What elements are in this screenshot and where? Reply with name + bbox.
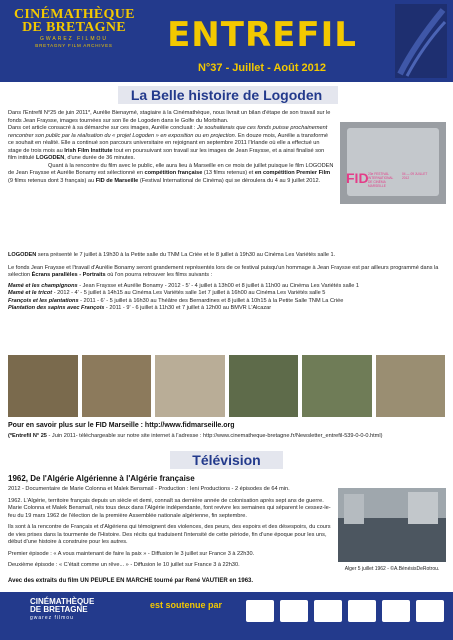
- film-strip-icon: [395, 4, 447, 78]
- para-3: Quant à la rencontre du film avec le public, elle aura lieu à Marseille en ce mois de juillet puisque le film LOGODEN de Jean Fraysse et Aurélie Bonamy est sélectionné en compétition française (13 films retenus) et en compétition Premier Film (9 films retenus dont 3 français) au FID de Marseille (Festival International de Cinéma) qui se déroulera du 4 au 9 juillet 2012.: [8, 162, 334, 184]
- sponsor-logo: [416, 600, 444, 622]
- logo-sub2: BRETAGNY FILM ARCHIVES: [35, 43, 113, 48]
- newsletter-title: ENTREFIL: [167, 15, 357, 55]
- fid-dates: 04 — 09 JUILLET 2012: [402, 172, 428, 180]
- episode-1: Premier épisode : « A vous maintenant de faire la paix » - Diffusion le 3 juillet sur France 3 à 22h30.: [8, 550, 255, 557]
- list-item: Mamé et les champignons - Jean Fraysse et Aurélie Bonamy - 2012 - 5' - 4 juillet à 13h00 et 8 juillet à 11h00 au Cinéma Les Variétés salle 1: [8, 282, 359, 289]
- list-item: Plantation des sapins avec François - 2011 - 9' - 6 juillet à 11h30 et 7 juillet à 12h00 au BMVR L'Alcazar: [8, 305, 272, 311]
- para-4: LOGODEN sera présenté le 7 juillet à 19h30 à la Petite salle du TNM La Criée et le 8 juillet à 19h30 au Cinéma Les Variétés salle 1.: [8, 252, 336, 258]
- footer-logo-line2: DE BRETAGNE: [30, 605, 88, 614]
- sponsor-logo: [280, 600, 308, 622]
- footnote: (*Entrefil N° 25 - Juin 2011- téléchargeable sur notre site internet à l'adresse : http://www.cinematheque-bretagne.fr/Newsletter_entrefil-539-0-0-0.html): [8, 433, 383, 439]
- article-logoden-full: [8, 252, 445, 313]
- photo-caption: Alger 5 juillet 1962 - ©A.BénésisDeRotrou.: [344, 566, 440, 572]
- footer-logo-sub: gwarez filmou: [30, 615, 74, 621]
- film-still: [302, 355, 372, 417]
- film-stills-row: [8, 355, 445, 417]
- footer-logo: [30, 598, 94, 622]
- film-still: [8, 355, 78, 417]
- fid-text: 23e FESTIVAL INTERNATIONAL DE CINÉMA MARSEILLE: [368, 172, 394, 188]
- list-item: François et les plantations - 2011 - 6' - 5 juillet à 16h30 au Théâtre des Bernardines et 8 juillet à 10h15 à la Petite Salle TNM La Criée: [8, 297, 344, 304]
- supported-by-label: est soutenue par: [150, 600, 223, 610]
- para-2: Dans cet article consacré à sa démarche sur ces images, Aurélie concluait : Je souhaiterais que ces fonds puisse prochainement rencontrer son public par la réalisation du « projet Logoden » en exposition ou en projection. En douze mois, Aurélie a transformé ce souhait en réalité. Elle a continué son parcours universitaire en rejoignant en septembre 2011 l'Irlande où elle a effectué un stage de trois mois au Irish Film Institute tout en poursuivant son travail sur les images de Jean Fraysse, et a ainsi finalisé son film intitulé LOGODEN, d'une durée de 36 minutes.: [8, 125, 328, 161]
- sponsor-logo: [246, 600, 274, 622]
- doc-sub: 2012 - Documentaire de Marie Colonna et Malek Bensmaïl - Production : Ieni Productions - 2 épisodes de 64 min.: [8, 486, 290, 492]
- para-1: Dans l'Entrefil N°25 de juin 2011*, Aurélie Bienaymé, stagiaire à la Cinémathèque, nous livrait un bilan d'étape de son travail sur le fonds Jean Fraysse, images tournées sur son île de Logoden dans le Golfe du Morbihan.: [8, 110, 331, 124]
- section-title-logoden: La Belle histoire de Logoden: [130, 87, 323, 103]
- film-still: [376, 355, 446, 417]
- article-logoden-left: [8, 110, 334, 185]
- issue-subtitle: N°37 - Juillet - Août 2012: [197, 62, 327, 74]
- para-5: Le fonds Jean Fraysse et l'travail d'Aurélie Bonamy seront grandement représentés lors de ce festival puisqu'un hommage à Jean Fraysse est par ailleurs programmé dans la sélection Écrans parallèles - Portraits où l'on pourra retrouver les films suivants :: [8, 264, 439, 278]
- doc-heading: 1962, De l'Algérie Algérienne à l'Algérie française: [8, 474, 195, 483]
- cinematheque-logo: [14, 8, 134, 48]
- film-still: [229, 355, 299, 417]
- fid-link[interactable]: Pour en savoir plus sur le FID Marseille : http://www.fidmarseille.org: [8, 422, 235, 429]
- sponsor-logo: [314, 600, 342, 622]
- list-item: Mamé et le tricot - 2012 - 4' - 5 juillet à 14h15 au Cinéma Les Variétés salle 1et 7 juillet à 16h00 au Cinéma Les Variétés salle 5: [8, 290, 326, 296]
- fid-poster-image: [340, 122, 446, 204]
- logo-line1: CINÉMATHÈQUE: [14, 7, 135, 22]
- extracts-note: Avec des extraits du film UN PEUPLE EN MARCHE tourné par René VAUTIER en 1963.: [8, 578, 254, 584]
- logo-line2: DE BRETAGNE: [22, 20, 126, 35]
- logo-sub: GWAREZ FILMOU: [39, 36, 109, 42]
- alger-photo: [338, 488, 446, 562]
- doc-text: [8, 486, 334, 570]
- sponsor-logo: [382, 600, 410, 622]
- episode-2: Deuxième épisode : « C'était comme un rêve... » - Diffusion le 10 juillet sur France 3 à 22h30.: [8, 562, 240, 568]
- doc-para-1: 1962. L'Algérie, territoire français depuis un siècle et demi, connaît sa dernière année de colonisation après sept ans de guerre. Marie Colonna et Malek Bensmaïl, nés tous deux dans l'Algérie indépendante, font revivre les semaines qui séparent le cessez-le-feu du 19 mars 1962 de l'élection de la première Assemblée nationale algérienne, fin septembre.: [8, 497, 331, 519]
- film-still: [155, 355, 225, 417]
- fid-logo: FID: [346, 170, 369, 186]
- film-list: [8, 283, 445, 313]
- section-title-television: Télévision: [192, 452, 261, 468]
- sponsor-logo: [348, 600, 376, 622]
- doc-para-2: Ils sont à la rencontre de Français et d'Algériens qui témoignent des violences, des peurs, des espoirs et des désespoirs, du cours de vies prises dans la tourmente de l'Histoire. Des récits qui traduisent l'intensité de cette période, fin d'une époque pour les uns, début d'une histoire à construire pour les autres.: [8, 524, 331, 545]
- footer-logo-line1: CINÉMATHÈQUE: [30, 597, 95, 606]
- film-still: [82, 355, 152, 417]
